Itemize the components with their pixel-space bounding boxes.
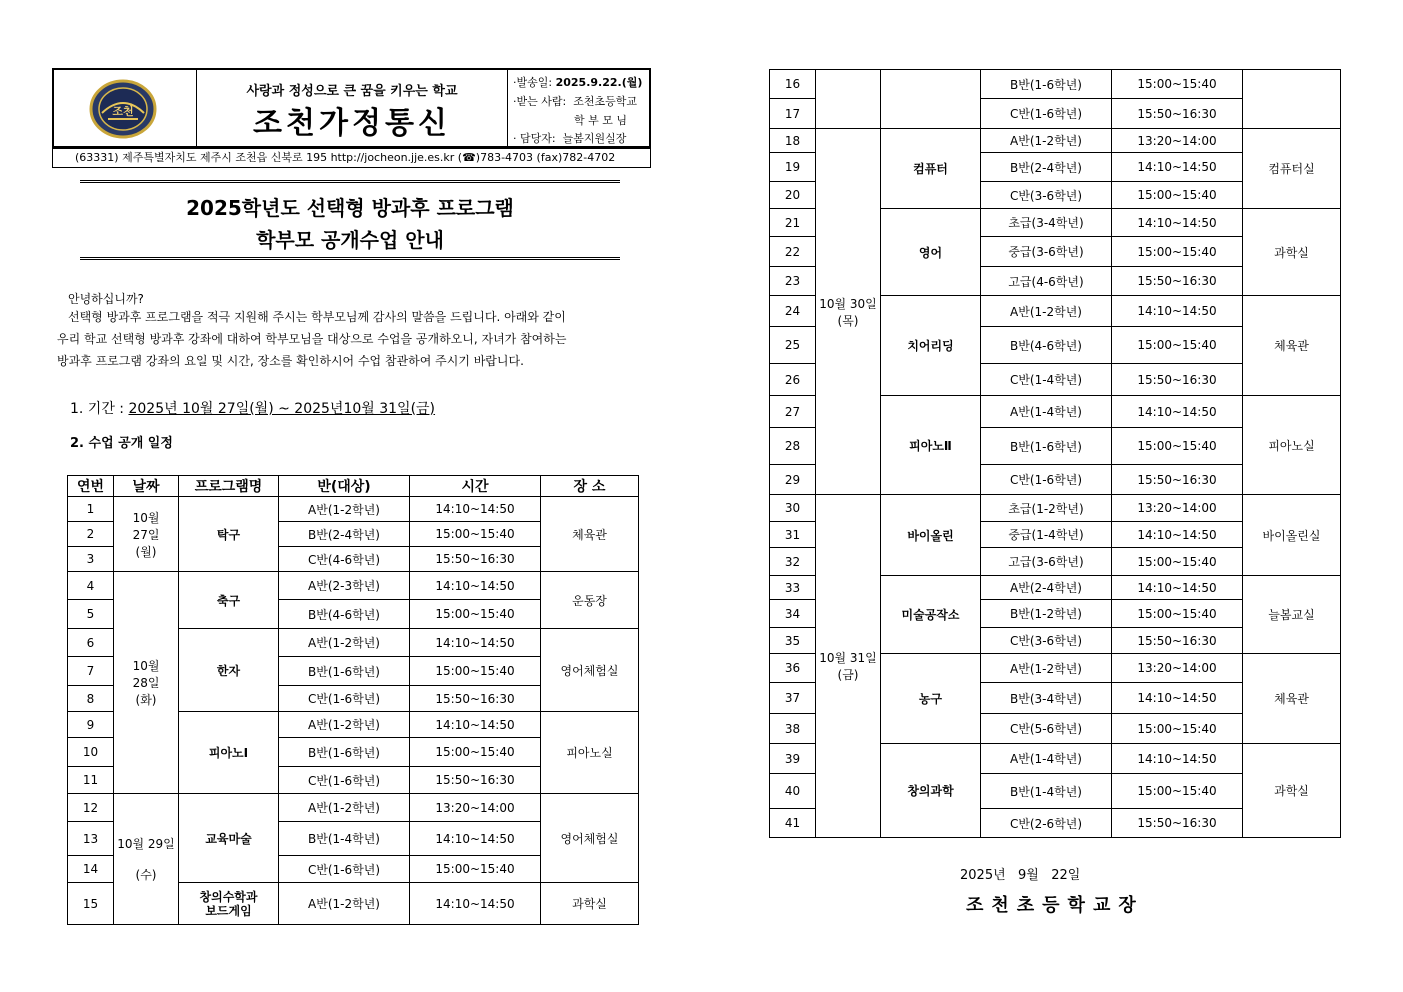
time-cell: 15:00~15:40	[1112, 714, 1243, 744]
program-name: 미술공작소	[881, 576, 981, 654]
class-cell: A반(1-4학년)	[981, 396, 1112, 428]
class-cell: C반(1-6학년)	[981, 465, 1112, 495]
svg-text:조천: 조천	[112, 105, 134, 118]
school-motto: 사랑과 정성으로 큰 꿈을 키우는 학교	[246, 84, 458, 99]
row-no: 8	[68, 686, 114, 712]
row-no: 6	[68, 629, 114, 657]
time-cell: 15:00~15:40	[1112, 327, 1243, 364]
class-cell: C반(5-6학년)	[981, 714, 1112, 744]
row-no: 31	[770, 522, 816, 548]
row-no: 23	[770, 267, 816, 296]
time-cell: 15:00~15:40	[1112, 428, 1243, 465]
recipient-label: ·받는 사람:	[513, 95, 567, 108]
row-no: 19	[770, 153, 816, 182]
class-cell: A반(1-2학년)	[981, 654, 1112, 683]
row-no: 2	[68, 522, 114, 547]
row-no: 16	[770, 70, 816, 99]
class-cell: C반(4-6학년)	[279, 547, 410, 572]
time-cell: 14:10~14:50	[1112, 576, 1243, 600]
place-cell: 컴퓨터실	[1243, 129, 1341, 209]
schedule-table-right	[769, 69, 1341, 838]
time-cell: 15:00~15:40	[410, 657, 541, 686]
row-no: 4	[68, 572, 114, 600]
time-cell: 14:10~14:50	[410, 629, 541, 657]
class-cell: C반(3-6학년)	[981, 182, 1112, 209]
time-cell: 15:00~15:40	[1112, 774, 1243, 809]
row-no: 1	[68, 497, 114, 522]
row-no: 3	[68, 547, 114, 572]
row-no: 32	[770, 548, 816, 576]
class-cell: B반(1-2학년)	[981, 600, 1112, 628]
time-cell: 14:10~14:50	[1112, 522, 1243, 548]
program-name: 농구	[881, 654, 981, 744]
row-no: 30	[770, 495, 816, 522]
time-cell: 15:00~15:40	[410, 522, 541, 547]
title-line-1: 2025학년도 선택형 방과후 프로그램	[186, 196, 514, 220]
row-no: 36	[770, 654, 816, 683]
row-no: 38	[770, 714, 816, 744]
time-cell: 13:20~14:00	[410, 794, 541, 822]
place-cell: 바이올린실	[1243, 495, 1341, 576]
date-month: 10월	[132, 510, 160, 525]
document-title	[80, 180, 620, 260]
issue-date: 2025.9.22.(월)	[555, 76, 643, 89]
newsletter-title: 조천가정통신	[253, 106, 451, 141]
body-line-1: 선택형 방과후 프로그램을 적극 지원해 주시는 학부모님께 감사의 말씀을 드립니다. 아래와 같이	[68, 310, 566, 324]
row-no: 27	[770, 396, 816, 428]
place-cell: 체육관	[1243, 654, 1341, 744]
program-name: 창의과학	[881, 744, 981, 838]
row-no: 28	[770, 428, 816, 465]
row-no: 12	[68, 794, 114, 822]
program-name: 교육마술	[179, 794, 279, 883]
row-no: 39	[770, 744, 816, 774]
time-cell: 14:10~14:50	[1112, 153, 1243, 182]
place-cell: 과학실	[1243, 744, 1341, 838]
row-no: 15	[68, 883, 114, 925]
period-value: 2025년 10월 27일(월) ~ 2025년10월 31일(금)	[128, 401, 436, 417]
class-cell: B반(4-6학년)	[279, 600, 410, 629]
place-cell: 늘봄교실	[1243, 576, 1341, 654]
time-cell: 15:00~15:40	[1112, 182, 1243, 209]
date-weekday: (금)	[837, 668, 859, 682]
schedule-table-left	[67, 475, 639, 925]
title-line-2: 학부모 공개수업 안내	[256, 228, 444, 252]
class-cell: B반(1-6학년)	[981, 70, 1112, 99]
col-header-place: 장 소	[541, 476, 639, 497]
time-cell: 15:50~16:30	[1112, 99, 1243, 129]
row-no: 5	[68, 600, 114, 629]
date-cell	[816, 495, 881, 838]
row-no: 29	[770, 465, 816, 495]
row-no: 37	[770, 683, 816, 714]
date-weekday: (월)	[135, 544, 157, 559]
signature-date: 2025년 9월 22일	[960, 868, 1081, 883]
class-cell: C반(2-6학년)	[981, 809, 1112, 838]
program-name: 바이올린	[881, 495, 981, 576]
body-paragraph	[57, 306, 647, 372]
class-cell: B반(1-6학년)	[279, 738, 410, 767]
schedule-heading: 2. 수업 공개 일정	[70, 436, 173, 451]
date-cell	[114, 794, 179, 925]
time-cell: 15:50~16:30	[1112, 364, 1243, 396]
table-row	[68, 497, 639, 522]
place-cell: 체육관	[541, 497, 639, 572]
class-cell: 고급(3-6학년)	[981, 548, 1112, 576]
time-cell: 14:10~14:50	[410, 497, 541, 522]
class-cell: A반(1-2학년)	[279, 883, 410, 925]
date-month-day: 10월 30일	[819, 296, 877, 311]
time-cell: 14:10~14:50	[1112, 744, 1243, 774]
time-cell: 15:50~16:30	[410, 767, 541, 794]
time-cell: 15:50~16:30	[410, 686, 541, 712]
class-cell: B반(3-4학년)	[981, 683, 1112, 714]
time-cell: 14:10~14:50	[1112, 209, 1243, 237]
program-name: 치어리딩	[881, 296, 981, 396]
period	[70, 398, 435, 418]
time-cell: 15:00~15:40	[1112, 237, 1243, 267]
row-no: 10	[68, 738, 114, 767]
time-cell: 14:10~14:50	[410, 712, 541, 738]
class-cell: 초급(3-4학년)	[981, 209, 1112, 237]
time-cell: 15:00~15:40	[1112, 600, 1243, 628]
program-name: 한자	[179, 629, 279, 712]
table-row	[68, 794, 639, 822]
row-no: 22	[770, 237, 816, 267]
time-cell: 15:00~15:40	[410, 856, 541, 883]
row-no: 18	[770, 129, 816, 153]
time-cell: 13:20~14:00	[1112, 495, 1243, 522]
place-cell: 체육관	[1243, 296, 1341, 396]
col-header-program: 프로그램명	[179, 476, 279, 497]
time-cell: 14:10~14:50	[410, 883, 541, 925]
time-cell: 15:50~16:30	[1112, 628, 1243, 654]
time-cell: 15:50~16:30	[1112, 267, 1243, 296]
time-cell: 15:00~15:40	[1112, 70, 1243, 99]
date-month-day: 10월 29일	[117, 837, 175, 851]
header-title-block	[197, 70, 507, 146]
class-cell: 초급(1-2학년)	[981, 495, 1112, 522]
row-no: 41	[770, 809, 816, 838]
class-cell: B반(2-4학년)	[279, 522, 410, 547]
place-cell: 영어체험실	[541, 794, 639, 883]
class-cell: B반(1-6학년)	[279, 657, 410, 686]
place-cell: 과학실	[1243, 209, 1341, 296]
row-no: 7	[68, 657, 114, 686]
time-cell: 14:10~14:50	[410, 572, 541, 600]
time-cell: 13:20~14:00	[1112, 654, 1243, 683]
row-no: 14	[68, 856, 114, 883]
table-row	[68, 572, 639, 600]
table-row	[770, 70, 1341, 99]
place-cell: 피아노실	[1243, 396, 1341, 495]
row-no: 20	[770, 182, 816, 209]
col-header-class: 반(대상)	[279, 476, 410, 497]
date-day: 27일	[132, 527, 160, 542]
program-name: 축구	[179, 572, 279, 629]
row-no: 35	[770, 628, 816, 654]
date-cell	[816, 129, 881, 495]
class-cell: A반(1-2학년)	[981, 129, 1112, 153]
date-cell	[114, 497, 179, 572]
class-cell: A반(2-4학년)	[981, 576, 1112, 600]
place-cell: 영어체험실	[541, 629, 639, 712]
date-weekday: (수)	[135, 868, 157, 882]
logo-cell	[54, 70, 197, 146]
row-no: 21	[770, 209, 816, 237]
time-cell: 14:10~14:50	[1112, 683, 1243, 714]
body-line-3: 방과후 프로그램 강좌의 요일 및 시간, 장소를 확인하시어 수업 참관하여 주시기 바랍니다.	[57, 354, 524, 368]
class-cell: C반(3-6학년)	[981, 628, 1112, 654]
class-cell: B반(4-6학년)	[981, 327, 1112, 364]
class-cell: C반(1-6학년)	[279, 686, 410, 712]
class-cell: A반(1-2학년)	[279, 712, 410, 738]
class-cell: C반(1-4학년)	[981, 364, 1112, 396]
row-no: 13	[68, 822, 114, 856]
contact-person: 늘봄지원실장	[562, 132, 627, 145]
table-row	[770, 495, 1341, 522]
class-cell: C반(1-6학년)	[279, 856, 410, 883]
date-day: 28일	[132, 676, 160, 690]
class-cell: A반(1-2학년)	[279, 629, 410, 657]
row-no: 11	[68, 767, 114, 794]
program-name: 컴퓨터	[881, 129, 981, 209]
row-no: 40	[770, 774, 816, 809]
contact-label: · 담당자:	[513, 132, 556, 145]
class-cell: 고급(4-6학년)	[981, 267, 1112, 296]
col-header-time: 시간	[410, 476, 541, 497]
class-cell: B반(2-4학년)	[981, 153, 1112, 182]
row-no: 24	[770, 296, 816, 327]
class-cell: B반(1-6학년)	[981, 428, 1112, 465]
class-cell: A반(1-2학년)	[279, 497, 410, 522]
program-name: 탁구	[179, 497, 279, 572]
row-no: 26	[770, 364, 816, 396]
class-cell: C반(1-6학년)	[981, 99, 1112, 129]
school-address: (63331) 제주특별자치도 제주시 조천읍 신북로 195 http://jocheon.jje.es.kr (☎)783-4703 (fax)782-4702	[52, 148, 651, 168]
place-cell: 과학실	[541, 883, 639, 925]
body-line-2: 우리 학교 선택형 방과후 강좌에 대하여 학부모님을 대상으로 수업을 공개하오니, 자녀가 참여하는	[57, 332, 567, 346]
date-month-day: 10월 31일	[819, 651, 877, 665]
col-header-no: 연번	[68, 476, 114, 497]
class-cell: B반(1-4학년)	[981, 774, 1112, 809]
issue-info	[507, 70, 652, 146]
newsletter-header	[52, 68, 651, 148]
class-cell: A반(1-2학년)	[981, 296, 1112, 327]
program-name-line2: 보드게임	[205, 903, 252, 918]
date-weekday: (화)	[135, 693, 157, 707]
program-name	[881, 70, 981, 129]
program-name: 피아노Ⅱ	[881, 396, 981, 495]
class-cell: B반(1-4학년)	[279, 822, 410, 856]
program-name	[179, 883, 279, 925]
time-cell: 13:20~14:00	[1112, 129, 1243, 153]
row-no: 9	[68, 712, 114, 738]
class-cell: 중급(1-4학년)	[981, 522, 1112, 548]
time-cell: 15:00~15:40	[410, 738, 541, 767]
row-no: 25	[770, 327, 816, 364]
date-weekday: (목)	[837, 313, 859, 328]
time-cell: 15:50~16:30	[1112, 809, 1243, 838]
class-cell: C반(1-6학년)	[279, 767, 410, 794]
date-cell	[816, 70, 881, 129]
title-rule-bottom	[80, 257, 620, 260]
period-label: 1. 기간 :	[70, 401, 129, 417]
time-cell: 15:50~16:30	[1112, 465, 1243, 495]
program-name: 영어	[881, 209, 981, 296]
time-cell: 14:10~14:50	[1112, 296, 1243, 327]
date-cell	[114, 572, 179, 794]
place-cell	[1243, 70, 1341, 129]
row-no: 34	[770, 600, 816, 628]
col-header-date: 날짜	[114, 476, 179, 497]
greeting: 안녕하십니까?	[68, 292, 144, 306]
time-cell: 14:10~14:50	[1112, 396, 1243, 428]
program-name: 피아노Ⅰ	[179, 712, 279, 794]
class-cell: A반(1-4학년)	[981, 744, 1112, 774]
class-cell: A반(2-3학년)	[279, 572, 410, 600]
class-cell: A반(1-2학년)	[279, 794, 410, 822]
issue-date-label: ·발송일:	[513, 76, 553, 89]
program-name-line1: 창의수학과	[199, 889, 258, 904]
class-cell: 중급(3-6학년)	[981, 237, 1112, 267]
time-cell: 14:10~14:50	[410, 822, 541, 856]
place-cell: 피아노실	[541, 712, 639, 794]
place-cell: 운동장	[541, 572, 639, 629]
table-row	[770, 129, 1341, 153]
time-cell: 15:00~15:40	[1112, 548, 1243, 576]
signature-name: 조천초등학교장	[966, 895, 1144, 916]
row-no: 33	[770, 576, 816, 600]
row-no: 17	[770, 99, 816, 129]
title-rule-top	[80, 180, 620, 183]
time-cell: 15:00~15:40	[410, 600, 541, 629]
recipient-parents: 학 부 모 님	[574, 114, 627, 127]
time-cell: 15:50~16:30	[410, 547, 541, 572]
recipient-school: 조천초등학교	[573, 95, 637, 108]
school-emblem-icon	[88, 79, 158, 139]
date-month: 10월	[132, 659, 160, 673]
